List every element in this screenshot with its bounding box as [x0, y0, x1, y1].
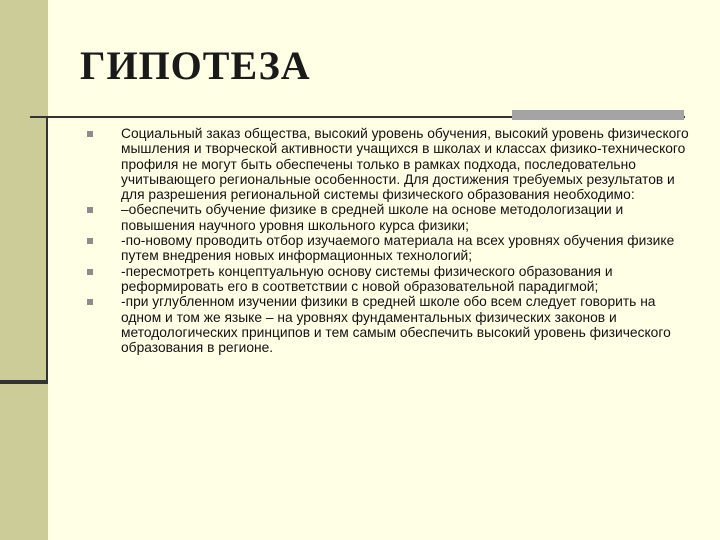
- bullet-list: [0, 126, 720, 355]
- slide-title: ГИПОТЕЗА: [80, 43, 311, 88]
- square-bullet-icon: [87, 238, 93, 244]
- square-bullet-icon: [87, 299, 93, 305]
- list-item: [0, 264, 720, 295]
- list-item-text: -при углубленном изучении физики в средней школе обо всем следует говорить на одном и том же языке – на уровнях фундаментальных физических законов и методологических принципов и тем самым обеспечить высокий уровень физического образования в регионе.: [121, 294, 671, 356]
- list-item: [0, 126, 720, 202]
- list-item-text: -по-новому проводить отбор изучаемого материала на всех уровнях обучения физике путем внедрения новых информационных технологий;: [121, 233, 675, 264]
- list-item-text: -пересмотреть концептуальную основу системы физического образования и реформировать его в соответствии с новой образовательной парадигмой;: [121, 263, 613, 294]
- list-item: [0, 202, 720, 233]
- list-item: [0, 233, 720, 264]
- accent-bar: [512, 110, 684, 120]
- square-bullet-icon: [87, 269, 93, 275]
- list-item-text: –обеспечить обучение физике в средней школе на основе методологизации и повышения научного уровня школьного курса физики;: [121, 202, 624, 233]
- list-item-text: Социальный заказ общества, высокий уровень обучения, высокий уровень физического мышления и творческой активности учащихся в школах и классах физико-технического профиля не могут быть обеспечены только в рамках подхода, последовательно учитывающего региональные особенности. Для достижения требуемых результатов и для разрешения региональной системы физического образования необходимо:: [121, 126, 689, 203]
- square-bullet-icon: [87, 131, 93, 137]
- square-bullet-icon: [87, 207, 93, 213]
- left-divider: [0, 380, 48, 384]
- list-item: [0, 294, 720, 355]
